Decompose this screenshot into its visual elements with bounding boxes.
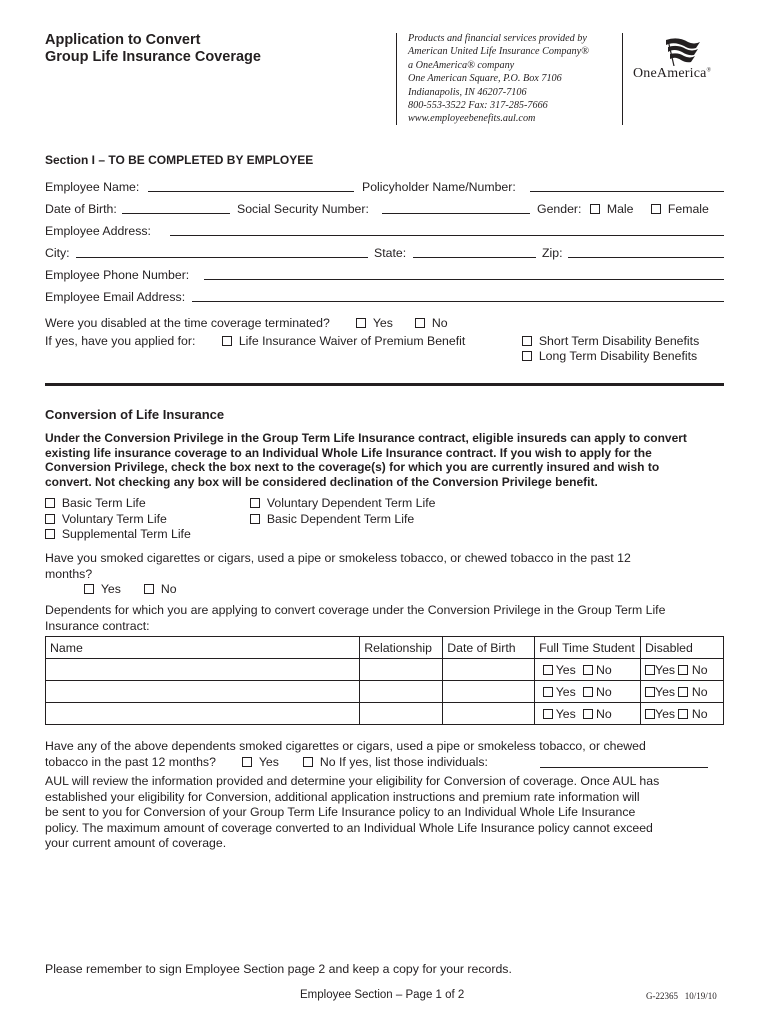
provider-line: www.employeebenefits.aul.com [408, 113, 536, 125]
table-row [46, 703, 724, 725]
student-yes-checkbox[interactable] [543, 687, 553, 697]
state-field[interactable] [413, 257, 536, 258]
dependents-intro [45, 603, 665, 634]
header-name: Name [46, 637, 360, 659]
student-no-checkbox[interactable] [583, 665, 593, 675]
student-yes-checkbox[interactable] [543, 665, 553, 675]
zip-label: Zip: [542, 246, 563, 260]
voluntary-dependent-term-life-option[interactable] [250, 496, 435, 510]
table-header-row [46, 637, 724, 659]
gender-male-option[interactable] [590, 202, 634, 216]
email-label: Employee Email Address: [45, 290, 186, 304]
title-line-1: Application to Convert [45, 32, 201, 48]
dependent-relationship-cell[interactable] [360, 681, 443, 703]
disabled-no-option[interactable] [415, 316, 448, 330]
ssn-field[interactable] [382, 213, 530, 214]
option-label: Supplemental Term Life [61, 527, 191, 541]
gender-female-option[interactable] [651, 202, 709, 216]
student-cell [535, 703, 641, 725]
title-line-2: Group Life Insurance Coverage [45, 49, 261, 65]
smoke-question-line: Have you smoked cigarettes or cigars, used a pipe or smokeless tobacco, or chewed tobacco in the past 12 [45, 551, 631, 565]
review-line: your current amount of coverage. [45, 836, 227, 851]
supplemental-term-life-checkbox[interactable] [45, 529, 55, 539]
disabled-cell [641, 681, 724, 703]
dep-disabled-yes-checkbox[interactable] [645, 665, 655, 675]
header-relationship: Relationship [360, 637, 443, 659]
logo-reg: ® [706, 67, 712, 74]
yes-label: Yes [372, 316, 393, 330]
table-row [46, 659, 724, 681]
dep-disabled-no-checkbox[interactable] [678, 687, 688, 697]
zip-field[interactable] [568, 257, 724, 258]
disabled-cell [641, 659, 724, 681]
applied-question: If yes, have you applied for: [45, 334, 196, 348]
phone-label: Employee Phone Number: [45, 268, 190, 282]
page-indicator: Employee Section – Page 1 of 2 [300, 989, 465, 1001]
review-paragraph [45, 774, 755, 852]
instruction-line: Conversion Privilege, check the box next to the coverage(s) for which you are currently insured and wish to [45, 460, 660, 474]
dep-smoke-question: Have any of the above dependents smoked cigarettes or cigars, used a pipe or smokeless tobacco, or chewed [45, 739, 646, 753]
yes-label: Yes [555, 684, 576, 699]
provider-line: a OneAmerica® company [408, 59, 515, 71]
smoke-yes-checkbox[interactable] [84, 584, 94, 594]
female-label: Female [667, 202, 709, 216]
review-line: policy. The maximum amount of coverage converted to an Individual Whole Life Insurance policy cannot exceed [45, 820, 653, 835]
section-divider [45, 383, 724, 386]
voluntary-dependent-checkbox[interactable] [250, 498, 260, 508]
std-option[interactable] [522, 334, 699, 348]
smoke-no-option[interactable] [144, 582, 177, 596]
instruction-line: convert. Not checking any box will be considered declination of the Conversion Privilege benefit. [45, 474, 598, 489]
yes-label: Yes [258, 755, 279, 769]
header-divider-left [396, 33, 397, 125]
student-no-checkbox[interactable] [583, 687, 593, 697]
logo-text: OneAmerica [633, 66, 707, 81]
provider-info [408, 32, 589, 126]
male-label: Male [606, 202, 634, 216]
smoke-question [45, 551, 631, 582]
dependent-name-cell[interactable] [46, 659, 360, 681]
no-label: No [691, 706, 708, 721]
employee-name-label: Employee Name: [45, 180, 140, 194]
option-label: Voluntary Term Life [61, 512, 167, 526]
city-field[interactable] [76, 257, 368, 258]
option-label: Basic Term Life [61, 496, 146, 510]
instruction-line: Under the Conversion Privilege in the Group Term Life Insurance contract, eligible insureds can apply to convert [45, 431, 687, 445]
dependent-name-cell[interactable] [46, 703, 360, 725]
form-number: G-22365 10/19/10 [646, 991, 717, 1001]
no-label: No [596, 684, 612, 699]
header-divider-right [622, 33, 623, 125]
signature-reminder: Please remember to sign Employee Section page 2 and keep a copy for your records. [45, 962, 512, 976]
supplemental-term-life-option[interactable] [45, 527, 191, 541]
dep-smoke-no-option[interactable] [303, 755, 488, 769]
yes-label: Yes [655, 684, 676, 699]
female-checkbox[interactable] [651, 204, 661, 214]
form-title [45, 32, 261, 66]
dependents-intro-line: Insurance contract: [45, 618, 150, 633]
no-label: No [691, 662, 708, 677]
dependent-dob-cell[interactable] [443, 703, 535, 725]
no-label: No [431, 316, 448, 330]
city-label: City: [45, 246, 70, 260]
instruction-line: existing life insurance coverage to an Individual Whole Life Insurance contract. If you wish to apply for the [45, 445, 652, 460]
option-label: Voluntary Dependent Term Life [266, 496, 436, 510]
email-field[interactable] [192, 301, 724, 302]
std-label: Short Term Disability Benefits [538, 334, 700, 348]
disabled-question: Were you disabled at the time coverage terminated? [45, 316, 330, 330]
section1-heading: Section I – TO BE COMPLETED BY EMPLOYEE [45, 153, 314, 167]
dependent-relationship-cell[interactable] [360, 703, 443, 725]
flag-logo-icon [662, 36, 702, 66]
dependent-dob-cell[interactable] [443, 659, 535, 681]
disabled-yes-checkbox[interactable] [356, 318, 366, 328]
provider-line: Products and financial services provided by [408, 33, 587, 44]
yes-label: Yes [655, 706, 676, 721]
dep-disabled-no-checkbox[interactable] [678, 709, 688, 719]
conversion-heading: Conversion of Life Insurance [45, 407, 225, 422]
dep-disabled-yes-checkbox[interactable] [645, 709, 655, 719]
provider-line: Indianapolis, IN 46207-7106 [408, 86, 527, 98]
std-checkbox[interactable] [522, 336, 532, 346]
header-disabled: Disabled [641, 637, 724, 659]
no-label: No [596, 662, 612, 677]
state-label: State: [374, 246, 407, 260]
logo-wordmark [633, 66, 711, 82]
provider-line: American United Life Insurance Company® [408, 46, 589, 58]
table-row [46, 681, 724, 703]
dep-smoke-no-checkbox[interactable] [303, 757, 313, 767]
student-cell [535, 681, 641, 703]
smoke-question-line: months? [45, 566, 93, 581]
disabled-cell [641, 703, 724, 725]
disabled-yes-option[interactable] [356, 316, 393, 330]
employee-name-field[interactable] [148, 191, 354, 192]
ltd-option[interactable] [522, 349, 697, 363]
dep-smoke-question-line2: tobacco in the past 12 months? [45, 755, 216, 769]
address-field[interactable] [170, 235, 724, 236]
dep-smoke-yes-option[interactable] [242, 755, 279, 769]
phone-field[interactable] [204, 279, 724, 280]
yes-label: Yes [555, 706, 576, 721]
provider-line: One American Square, P.O. Box 7106 [408, 73, 562, 85]
voluntary-term-life-option[interactable] [45, 512, 167, 526]
dep-disabled-no-checkbox[interactable] [678, 665, 688, 675]
dob-label: Date of Birth: [45, 202, 117, 216]
review-line: AUL will review the information provided and determine your eligibility for Conversion of coverage. Once AUL has [45, 774, 660, 788]
review-line: be sent to you for Conversion of your Group Term Life Insurance policy to an Individual Whole Life Insurance [45, 805, 636, 820]
dob-field[interactable] [122, 213, 230, 214]
no-label: No [596, 706, 612, 721]
basic-dependent-term-life-option[interactable] [250, 512, 414, 526]
ltd-label: Long Term Disability Benefits [538, 349, 698, 363]
dependents-table [45, 636, 724, 725]
policyholder-field[interactable] [530, 191, 724, 192]
address-label: Employee Address: [45, 224, 151, 238]
dependent-name-cell[interactable] [46, 681, 360, 703]
policyholder-label: Policyholder Name/Number: [362, 180, 516, 194]
header-dob: Date of Birth [443, 637, 535, 659]
waiver-label: Life Insurance Waiver of Premium Benefit [238, 334, 466, 348]
disabled-no-checkbox[interactable] [415, 318, 425, 328]
basic-term-life-checkbox[interactable] [45, 498, 55, 508]
option-label: Basic Dependent Term Life [266, 512, 415, 526]
dependent-relationship-cell[interactable] [360, 659, 443, 681]
ssn-label: Social Security Number: [237, 202, 369, 216]
conversion-instructions [45, 431, 745, 489]
no-label: No [691, 684, 708, 699]
basic-dependent-checkbox[interactable] [250, 514, 260, 524]
dependent-dob-cell[interactable] [443, 681, 535, 703]
student-cell [535, 659, 641, 681]
waiver-option[interactable] [222, 334, 465, 348]
review-line: established your eligibility for Conversion, additional application instructions and premium rate information will [45, 789, 640, 804]
yes-label: Yes [655, 662, 676, 677]
no-label: No If yes, list those individuals: [319, 755, 488, 769]
no-label: No [160, 582, 177, 596]
gender-label: Gender: [537, 202, 582, 216]
ltd-checkbox[interactable] [522, 351, 532, 361]
dep-smoke-yes-checkbox[interactable] [242, 757, 252, 767]
dependents-intro-line: Dependents for which you are applying to convert coverage under the Conversion Privilege in the Group Term Life [45, 603, 666, 617]
student-no-checkbox[interactable] [583, 709, 593, 719]
waiver-checkbox[interactable] [222, 336, 232, 346]
yes-label: Yes [555, 662, 576, 677]
smoke-no-checkbox[interactable] [144, 584, 154, 594]
basic-term-life-option[interactable] [45, 496, 146, 510]
voluntary-term-life-checkbox[interactable] [45, 514, 55, 524]
smoke-yes-option[interactable] [84, 582, 121, 596]
yes-label: Yes [100, 582, 121, 596]
male-checkbox[interactable] [590, 204, 600, 214]
header-full-time-student: Full Time Student [535, 637, 641, 659]
smoking-individuals-field[interactable] [540, 767, 708, 768]
dep-disabled-yes-checkbox[interactable] [645, 687, 655, 697]
student-yes-checkbox[interactable] [543, 709, 553, 719]
provider-line: 800-553-3522 Fax: 317-285-7666 [408, 100, 548, 112]
